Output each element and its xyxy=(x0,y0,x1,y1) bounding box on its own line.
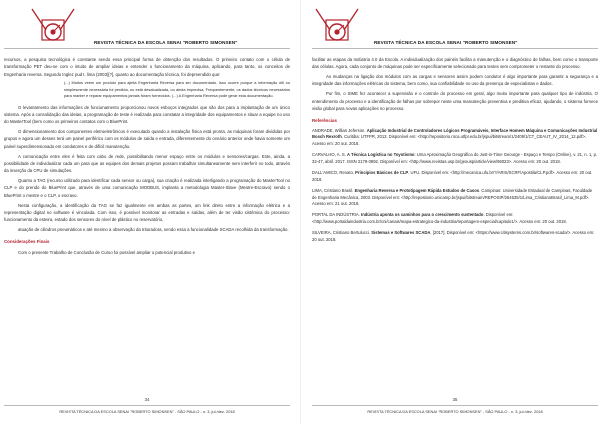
paragraph: O dimensionamento dos componentes eletroeletrônicos é executado quando a instalação física está pronta, as máquinas foram divididas por grupos e agora um desses terá um painel periférico com os módulos de saída e entrada, diferentemente do cenário anterior onde havia somente um painel superdimensionado em condutores e de difícil manutenção. xyxy=(4,129,290,149)
journal-title: REVISTA TÉCNICA DA ESCOLA SENAI "ROBERTO SIMONSEN" xyxy=(374,40,518,45)
journal-logo xyxy=(30,6,76,50)
paragraph: facilitar as etapas da Indústria 4.0 da Escola. A individualização dos painéis facilita a manutenção e o diagnóstico de falhas, bem como o transporte das células. Agora, cada conjunto de máquinas pode ser especificamente selecionado para testes sem comprometer o restante do processo. xyxy=(312,57,598,70)
page-header xyxy=(4,0,290,56)
section-title-conclusions: Considerações Finais xyxy=(4,239,50,245)
block-quote: (...) Muitos veem um produto para ajeita Engenharia Reversa para ser documentado. Isso ocorre porque a informação útil ou simplesmente necessária foi perdida, ou está desatualizada, ou ainda imprecisa. Frequentemente, os dados técnicos necessários para manter e reparar equipamentos jamais foram fornecidos. (...) A Engenharia Reversa pode gerar esta documentação. xyxy=(64,80,290,99)
paragraph: Com o presente Trabalho de Conclusão de Curso foi possível ampliar o potencial produtivo e xyxy=(18,249,195,255)
page-footer xyxy=(4,390,290,424)
page-number: 34 xyxy=(144,397,150,402)
right-page xyxy=(312,0,598,424)
paragraph: O levantamento das informações de funcionamento proporcionou novos esboços integrados que são dos para a implantação de um único sistema. Após a consolidação das ideias, a programação de teste é realizada para constatar a integridade dos equipamentos e situar a equipe no uso do MasterTool (bem como os primeiros contatos com o BluePrint. xyxy=(4,104,290,125)
page-header xyxy=(312,0,598,56)
footer-divider xyxy=(4,405,290,406)
paragraph: A comunicação entre eles é feita com cabo de rede, possibilitando menor espaço entre os módulos e sensores/cargas. Este, ainda, a possibilidade de individualizar cada um para que as equipes dos demais projetos possam trabalhar simultaneamente sem interferir no todo, através da inserção da CPU de simulações. xyxy=(4,153,290,174)
paragraph: Nesta configuração, a identificação da TAG se faz igualmente em ambas as partes, um link direto entre a informação elétrica e a representação digital no software é vinculada. Com isso, é possível monitorar as entradas e saídas, além de ter visão sistêmica do processo: funcionamento da esteira, estado dos sensores do nível de plástico no reservatório, xyxy=(4,202,290,223)
reference-item: ANDRADE, Willian Jeferson. Aplicação Industrial de Controladores Lógicos Programáveis, Interface Homem Máquina e Comunicações Industrial Bosch Rexroth. Curitiba: UTFPR, 2013. Disponível em: <http://repositorio.roca.utfpr.edu.br/jspui/bitstream/1/2409/1/CT_CEAUT_IV_2014_12.pdf>. Acesso em: 20 out. 2018. xyxy=(312,127,598,147)
header-divider xyxy=(4,48,290,49)
footer-citation: REVISTA TÉCNICA DA ESCOLA SENAI "ROBERTO SIMONSEN" - SÃO PAULO - n. 3, jul./dez. 2018 xyxy=(59,409,235,414)
footer-divider xyxy=(312,405,598,406)
paragraph: Quanto a TAG (recurso utilizado para identificar cada sensor ou carga), sua criação é realizada interligando a programação do MasterTool no CLP e do prendo do BluePrint que, através de uma comunicação MODBUS, implanta a metodologia Master-Slave (Mestre-Escravo) sendo o BluePrint o mestre e o CLP, o escravo. xyxy=(4,178,290,198)
footer-citation: REVISTA TÉCNICA DA ESCOLA SENAI "ROBERTO SIMONSEN" - SÃO PAULO - n. 3, jul./dez. 2018 xyxy=(367,409,543,414)
page-footer xyxy=(312,390,598,424)
page-gutter xyxy=(300,0,301,424)
page-number: 35 xyxy=(452,397,458,402)
paragraph: As mudanças na ligação dos módulos com as cargas e sensores assim podem condutor é algo importante para garantir a segurança e a integridade das informações elétricas do sistema, bem como, sua confiabilidade no uso da presença de especialistas e dados. xyxy=(312,74,598,87)
journal-logo xyxy=(314,6,360,50)
journal-title: REVISTA TÉCNICA DA ESCOLA SENAI "ROBERTO SIMONSEN" xyxy=(94,40,238,45)
reference-list xyxy=(312,128,598,244)
paragraph: recursos, a pesquisa tecnológica é constante sendo essa principal forma de obtenção dos resultados. O primeiro contato com o célula de transformação PET deu-se com o intuito de ampliar ideias e entender o funcionamento da máquina, aplicando, para tanto, os conceitos de Engenharia reversa. Segundo Inglez pud t. lima (2003)[?], quanto ao documentação técnica, foi depreendido que: xyxy=(4,57,290,77)
reference-item: PORTAL DA INDÚSTRIA. Indústria aponta os caminhos para o crescimento sustentado. Disponível em: <http://www.portaldaindustria.com.br/cni/canais/mapa-estrategico-da-industria/reportagem-especial/capitulo1/>. Acesso em: 20 out. 2018. xyxy=(312,212,567,225)
reference-item: CARVALHO, A. S. A Técnica Logística no Toyotismo: Uma Aproximação Geográfica do Just-in-Time Geourge - Espaço e Tempo (Online), v. 21, n. 1, p. 32-47, abril. 2017. ISSN 2179-0892. Disponível em: <http://www.revistas.usp.br/geousp/article/view/96023>. Acesso em: 20 out. 2018. xyxy=(312,152,598,164)
paragraph: atuação de cilindros pneumáticos e até mesmo a observação da trituradora, sendo essa a funcionalidade SCADA recolhida da transformação. xyxy=(18,227,289,233)
reference-item: DALL'AMICO, Renato. Princípios Básicos de CLP. UFU. Disponível em: <http://mecanica.ufu.br/?/ARIS/SCRF/Apostila/CLP.pdf>. Acesso em: 20 out. 2018. xyxy=(312,169,593,182)
paragraph: Por fim, o SIME fez acontecer a supervisão e o controle do processo em geral, algo muito importante para qualquer tipo de indústria. O entendimento do processo e a identificação de falhas por sobrepor neste uma manutenção preventiva e preditiva eficaz, ajudando, o sistema fornece visão global para novas aplicações no processo. xyxy=(312,91,598,111)
header-divider xyxy=(312,48,598,49)
right-page-body xyxy=(312,56,598,248)
left-page xyxy=(4,0,290,424)
left-page-body xyxy=(4,56,290,259)
reference-item: LIMA, Cristiano Brasil. Engenharia Reversa e Prototipagem Rápida Estudos de Casos. Campinas: Universidade Estadual de Campinas, Faculdade de Engenharia Mecânica, 2003. Disponível em: <http://repositorio.unicamp.br/jspui/bitstream/REPOSIP/264635/1/Lima_CristianoBrasil_Lima_M.pdf>. Acesso em: 21 out. 2018. xyxy=(312,187,593,207)
section-title-references: Referências xyxy=(312,118,337,124)
reference-item: SILVEIRA, Cristiano Bertulucci. Sistemas e Softwares SCADA. [2017]. Disponível em: <https://www.citisystems.com.br/softwares-scada/>. Acesso em: 20 out. 2018. xyxy=(312,230,595,242)
